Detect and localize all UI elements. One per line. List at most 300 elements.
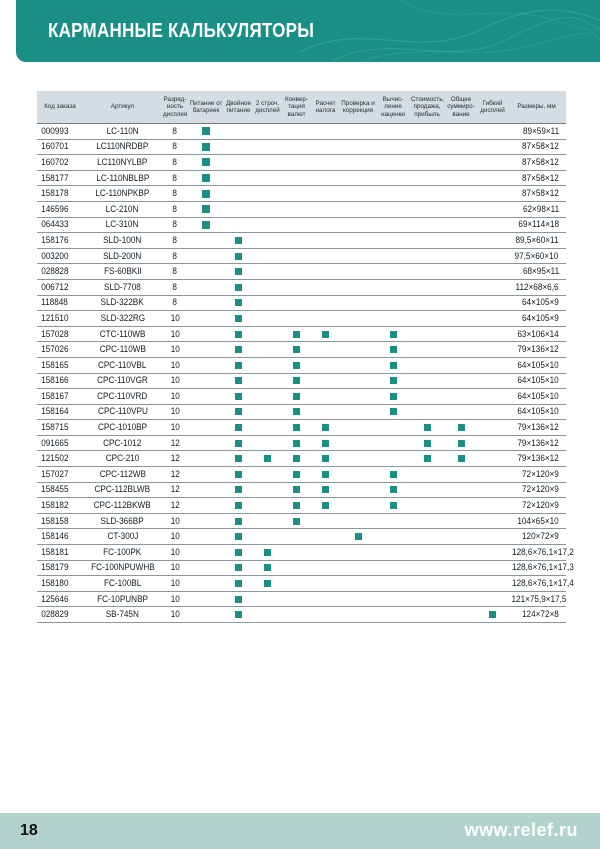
article-cell: [83, 451, 162, 467]
feature-marker-icon: [322, 502, 329, 509]
article-cell: [83, 529, 162, 545]
feature-cell: [253, 326, 282, 342]
column-header: Питание от батареек: [188, 91, 224, 124]
feature-cell: [340, 373, 376, 389]
article-cell: [83, 373, 162, 389]
order-code-cell: [37, 217, 83, 233]
feature-cell: [410, 264, 444, 280]
feature-cell: [224, 264, 253, 280]
table-body: [37, 124, 574, 623]
order-code-cell-text: 158146: [41, 531, 69, 543]
feature-cell: [376, 124, 410, 140]
feature-cell: [340, 186, 376, 202]
feature-cell: [478, 357, 507, 373]
size-cell: [507, 482, 566, 498]
table-row: [37, 467, 566, 483]
feature-cell: [224, 279, 253, 295]
column-header: Разряд-ность дисплея: [162, 91, 188, 124]
feature-cell: [282, 170, 311, 186]
column-header: Конвер-тация валют: [282, 91, 311, 124]
table-row: [37, 170, 566, 186]
feature-cell: [340, 420, 376, 436]
feature-cell: [311, 467, 340, 483]
feature-cell: [444, 342, 478, 358]
order-code-cell-text: 158165: [41, 359, 69, 371]
feature-marker-icon: [390, 502, 397, 509]
feature-cell: [282, 155, 311, 171]
feature-marker-icon: [390, 393, 397, 400]
column-header: Артикул: [83, 91, 162, 124]
digits-cell: [162, 217, 188, 233]
digits-cell: [162, 357, 188, 373]
feature-cell: [282, 467, 311, 483]
feature-cell: [410, 326, 444, 342]
feature-cell: [224, 420, 253, 436]
digits-cell-text: 8: [172, 297, 178, 309]
feature-cell: [376, 279, 410, 295]
order-code-cell: [37, 467, 83, 483]
order-code-cell-text: 158167: [41, 390, 69, 402]
order-code-cell-text: 158180: [41, 578, 69, 590]
article-cell-text: CPC-210: [105, 453, 140, 465]
feature-cell: [478, 373, 507, 389]
table-row: [37, 545, 566, 561]
feature-cell: [282, 295, 311, 311]
feature-cell: [311, 498, 340, 514]
size-cell: [507, 435, 566, 451]
digits-cell: [162, 279, 188, 295]
feature-cell: [410, 529, 444, 545]
feature-cell: [188, 311, 224, 327]
order-code-cell: [37, 607, 83, 623]
feature-cell: [444, 295, 478, 311]
feature-marker-icon: [424, 424, 431, 431]
table-row: [37, 326, 566, 342]
order-code-cell: [37, 451, 83, 467]
feature-cell: [224, 373, 253, 389]
order-code-cell: [37, 591, 83, 607]
article-cell-text: SLD-366BP: [100, 515, 145, 527]
feature-cell: [282, 513, 311, 529]
article-cell: [83, 498, 162, 514]
digits-cell-text: 10: [170, 515, 180, 527]
order-code-cell: [37, 357, 83, 373]
size-cell: [507, 513, 566, 529]
feature-cell: [376, 560, 410, 576]
feature-cell: [311, 326, 340, 342]
feature-marker-icon: [235, 253, 242, 260]
feature-cell: [224, 576, 253, 592]
feature-cell: [376, 311, 410, 327]
feature-cell: [376, 139, 410, 155]
order-code-cell: [37, 326, 83, 342]
size-cell-text: 128,6×76,1×17,2: [512, 546, 574, 558]
feature-cell: [253, 170, 282, 186]
feature-marker-icon: [390, 408, 397, 415]
feature-cell: [478, 326, 507, 342]
feature-cell: [340, 467, 376, 483]
feature-cell: [376, 264, 410, 280]
feature-cell: [410, 233, 444, 249]
table-row: [37, 311, 566, 327]
table-row: [37, 560, 566, 576]
article-cell-text: FC-100PK: [103, 546, 142, 558]
feature-cell: [340, 513, 376, 529]
size-cell: [507, 170, 566, 186]
feature-cell: [253, 357, 282, 373]
article-cell-text: FC-10PUNBP: [97, 593, 148, 605]
feature-cell: [224, 404, 253, 420]
feature-cell: [444, 170, 478, 186]
feature-cell: [253, 264, 282, 280]
article-cell-text: LC-310N: [106, 219, 139, 231]
feature-marker-icon: [293, 393, 300, 400]
feature-marker-icon: [264, 580, 271, 587]
feature-cell: [188, 326, 224, 342]
feature-cell: [410, 591, 444, 607]
feature-marker-icon: [390, 377, 397, 384]
calculators-table-container: [37, 91, 574, 623]
digits-cell-text: 8: [172, 250, 178, 262]
digits-cell-text: 12: [170, 500, 180, 512]
feature-marker-icon: [202, 190, 210, 198]
size-cell: [507, 326, 566, 342]
feature-cell: [478, 264, 507, 280]
order-code-cell: [37, 139, 83, 155]
digits-cell: [162, 389, 188, 405]
digits-cell: [162, 498, 188, 514]
feature-cell: [478, 404, 507, 420]
feature-marker-icon: [293, 440, 300, 447]
feature-marker-icon: [202, 158, 210, 166]
feature-cell: [410, 139, 444, 155]
feature-cell: [282, 451, 311, 467]
feature-cell: [340, 139, 376, 155]
article-cell-text: CPC-112BKWB: [93, 500, 152, 512]
feature-marker-icon: [235, 331, 242, 338]
digits-cell: [162, 560, 188, 576]
feature-cell: [311, 545, 340, 561]
order-code-cell-text: 158164: [41, 406, 69, 418]
feature-cell: [478, 560, 507, 576]
size-cell-text: 72×120×9: [522, 468, 560, 480]
order-code-cell: [37, 529, 83, 545]
feature-cell: [224, 201, 253, 217]
feature-marker-icon: [390, 346, 397, 353]
feature-cell: [253, 435, 282, 451]
article-cell-text: CPC-112BLWB: [94, 484, 151, 496]
feature-cell: [478, 389, 507, 405]
order-code-cell-text: 091665: [41, 437, 69, 449]
article-cell-text: LC110NRDBP: [96, 141, 149, 153]
digits-cell-text: 8: [172, 172, 178, 184]
feature-cell: [224, 529, 253, 545]
digits-cell-text: 10: [170, 344, 180, 356]
feature-cell: [410, 248, 444, 264]
feature-marker-icon: [293, 377, 300, 384]
feature-cell: [224, 139, 253, 155]
order-code-cell: [37, 186, 83, 202]
table-row: [37, 233, 566, 249]
digits-cell-text: 8: [172, 234, 178, 246]
order-code-cell: [37, 201, 83, 217]
size-cell-text: 64×105×9: [522, 297, 560, 309]
table-row: [37, 576, 566, 592]
feature-cell: [282, 404, 311, 420]
size-cell: [507, 186, 566, 202]
order-code-cell-text: 125646: [41, 593, 69, 605]
table-row: [37, 529, 566, 545]
feature-cell: [282, 186, 311, 202]
digits-cell: [162, 576, 188, 592]
feature-cell: [410, 420, 444, 436]
feature-cell: [478, 155, 507, 171]
feature-marker-icon: [293, 346, 300, 353]
feature-marker-icon: [390, 486, 397, 493]
digits-cell-text: 8: [172, 219, 178, 231]
feature-cell: [311, 373, 340, 389]
size-cell: [507, 545, 574, 561]
order-code-cell: [37, 404, 83, 420]
digits-cell: [162, 529, 188, 545]
feature-cell: [410, 295, 444, 311]
feature-cell: [340, 545, 376, 561]
feature-marker-icon: [264, 549, 271, 556]
feature-cell: [410, 451, 444, 467]
feature-cell: [282, 248, 311, 264]
digits-cell: [162, 233, 188, 249]
feature-marker-icon: [424, 440, 431, 447]
table-row: [37, 264, 566, 280]
order-code-cell-text: 160702: [41, 156, 69, 168]
feature-cell: [224, 155, 253, 171]
digits-cell: [162, 420, 188, 436]
feature-cell: [188, 560, 224, 576]
feature-cell: [188, 404, 224, 420]
feature-cell: [188, 435, 224, 451]
feature-cell: [410, 279, 444, 295]
order-code-cell-text: 028829: [41, 609, 69, 621]
size-cell: [507, 420, 566, 436]
feature-cell: [253, 404, 282, 420]
feature-cell: [478, 217, 507, 233]
size-cell: [507, 404, 566, 420]
feature-cell: [478, 248, 507, 264]
feature-cell: [188, 607, 224, 623]
feature-marker-icon: [235, 268, 242, 275]
feature-cell: [444, 420, 478, 436]
feature-cell: [282, 233, 311, 249]
feature-marker-icon: [293, 502, 300, 509]
feature-cell: [253, 139, 282, 155]
feature-cell: [311, 311, 340, 327]
feature-cell: [188, 467, 224, 483]
article-cell-text: FC-100BL: [103, 578, 142, 590]
article-cell: [83, 311, 162, 327]
size-cell-text: 124×72×8: [522, 609, 560, 621]
feature-cell: [340, 170, 376, 186]
feature-cell: [410, 155, 444, 171]
feature-cell: [444, 513, 478, 529]
article-cell: [83, 155, 162, 171]
digits-cell: [162, 451, 188, 467]
order-code-cell-text: 003200: [41, 250, 69, 262]
feature-cell: [224, 435, 253, 451]
feature-cell: [410, 467, 444, 483]
feature-marker-icon: [202, 205, 210, 213]
feature-cell: [410, 545, 444, 561]
feature-cell: [282, 342, 311, 358]
feature-marker-icon: [322, 471, 329, 478]
feature-cell: [311, 451, 340, 467]
feature-marker-icon: [322, 331, 329, 338]
feature-cell: [188, 248, 224, 264]
feature-cell: [376, 607, 410, 623]
feature-cell: [282, 576, 311, 592]
digits-cell: [162, 513, 188, 529]
digits-cell: [162, 326, 188, 342]
article-cell: [83, 467, 162, 483]
table-row: [37, 124, 566, 140]
column-header: Размеры, мм: [507, 91, 566, 124]
feature-cell: [340, 264, 376, 280]
digits-cell-text: 8: [172, 266, 178, 278]
order-code-cell: [37, 420, 83, 436]
size-cell-text: 79×136×12: [517, 453, 559, 465]
feature-cell: [444, 560, 478, 576]
feature-cell: [188, 389, 224, 405]
feature-cell: [376, 357, 410, 373]
feature-cell: [282, 591, 311, 607]
column-header: Гибкий дисплей: [478, 91, 507, 124]
feature-cell: [478, 342, 507, 358]
feature-cell: [188, 201, 224, 217]
feature-marker-icon: [235, 596, 242, 603]
digits-cell: [162, 155, 188, 171]
feature-cell: [376, 482, 410, 498]
table-row: [37, 248, 566, 264]
feature-cell: [340, 155, 376, 171]
feature-marker-icon: [355, 533, 362, 540]
size-cell-text: 72×120×9: [522, 500, 560, 512]
feature-cell: [224, 591, 253, 607]
feature-cell: [478, 170, 507, 186]
size-cell-text: 62×98×11: [522, 203, 560, 215]
table-header-row: [37, 91, 566, 124]
feature-cell: [444, 373, 478, 389]
order-code-cell: [37, 560, 83, 576]
feature-cell: [253, 607, 282, 623]
size-cell-text: 120×72×9: [522, 531, 560, 543]
feature-cell: [376, 186, 410, 202]
feature-marker-icon: [322, 486, 329, 493]
feature-cell: [444, 451, 478, 467]
size-cell-text: 97,5×60×10: [514, 250, 559, 262]
feature-cell: [376, 342, 410, 358]
feature-cell: [224, 467, 253, 483]
feature-marker-icon: [322, 440, 329, 447]
feature-marker-icon: [235, 346, 242, 353]
size-cell-text: 104×65×10: [517, 515, 559, 527]
feature-cell: [188, 279, 224, 295]
order-code-cell-text: 158181: [41, 546, 69, 558]
order-code-cell-text: 158179: [41, 562, 69, 574]
feature-marker-icon: [235, 440, 242, 447]
order-code-cell: [37, 342, 83, 358]
feature-cell: [188, 373, 224, 389]
feature-cell: [253, 389, 282, 405]
feature-marker-icon: [293, 331, 300, 338]
feature-cell: [188, 170, 224, 186]
article-cell-text: SLD-100N: [103, 234, 142, 246]
table-row: [37, 498, 566, 514]
digits-cell-text: 10: [170, 422, 180, 434]
digits-cell: [162, 311, 188, 327]
size-cell-text: 64×105×10: [517, 375, 559, 387]
digits-cell: [162, 264, 188, 280]
feature-cell: [188, 529, 224, 545]
table-row: [37, 357, 566, 373]
header-banner: [16, 0, 600, 62]
order-code-cell-text: 121510: [41, 312, 69, 324]
size-cell: [507, 560, 574, 576]
article-cell-text: LC-110NBLBP: [96, 172, 149, 184]
size-cell-text: 128,6×76,1×17,4: [512, 578, 574, 590]
feature-cell: [253, 560, 282, 576]
size-cell: [507, 201, 566, 217]
order-code-cell-text: 158182: [41, 500, 69, 512]
feature-cell: [282, 498, 311, 514]
feature-cell: [311, 170, 340, 186]
feature-cell: [410, 357, 444, 373]
table-row: [37, 186, 566, 202]
size-cell: [507, 357, 566, 373]
digits-cell-text: 12: [170, 437, 180, 449]
size-cell: [507, 529, 566, 545]
feature-cell: [478, 482, 507, 498]
feature-marker-icon: [264, 455, 271, 462]
feature-cell: [224, 248, 253, 264]
feature-cell: [311, 233, 340, 249]
digits-cell: [162, 467, 188, 483]
digits-cell-text: 12: [170, 453, 180, 465]
feature-marker-icon: [235, 611, 242, 618]
feature-marker-icon: [235, 237, 242, 244]
feature-cell: [376, 513, 410, 529]
feature-cell: [224, 217, 253, 233]
column-header: Проверка и коррекция: [340, 91, 376, 124]
feature-cell: [253, 513, 282, 529]
feature-cell: [311, 124, 340, 140]
article-cell: [83, 186, 162, 202]
feature-marker-icon: [293, 518, 300, 525]
order-code-cell: [37, 295, 83, 311]
feature-cell: [376, 326, 410, 342]
feature-cell: [410, 201, 444, 217]
order-code-cell-text: 158177: [41, 172, 69, 184]
table-row: [37, 217, 566, 233]
feature-cell: [224, 482, 253, 498]
size-cell-text: 89×59×11: [522, 125, 560, 137]
article-cell: [83, 124, 162, 140]
feature-marker-icon: [293, 408, 300, 415]
feature-cell: [376, 217, 410, 233]
feature-cell: [340, 607, 376, 623]
feature-cell: [253, 591, 282, 607]
digits-cell: [162, 124, 188, 140]
order-code-cell: [37, 576, 83, 592]
feature-cell: [376, 576, 410, 592]
